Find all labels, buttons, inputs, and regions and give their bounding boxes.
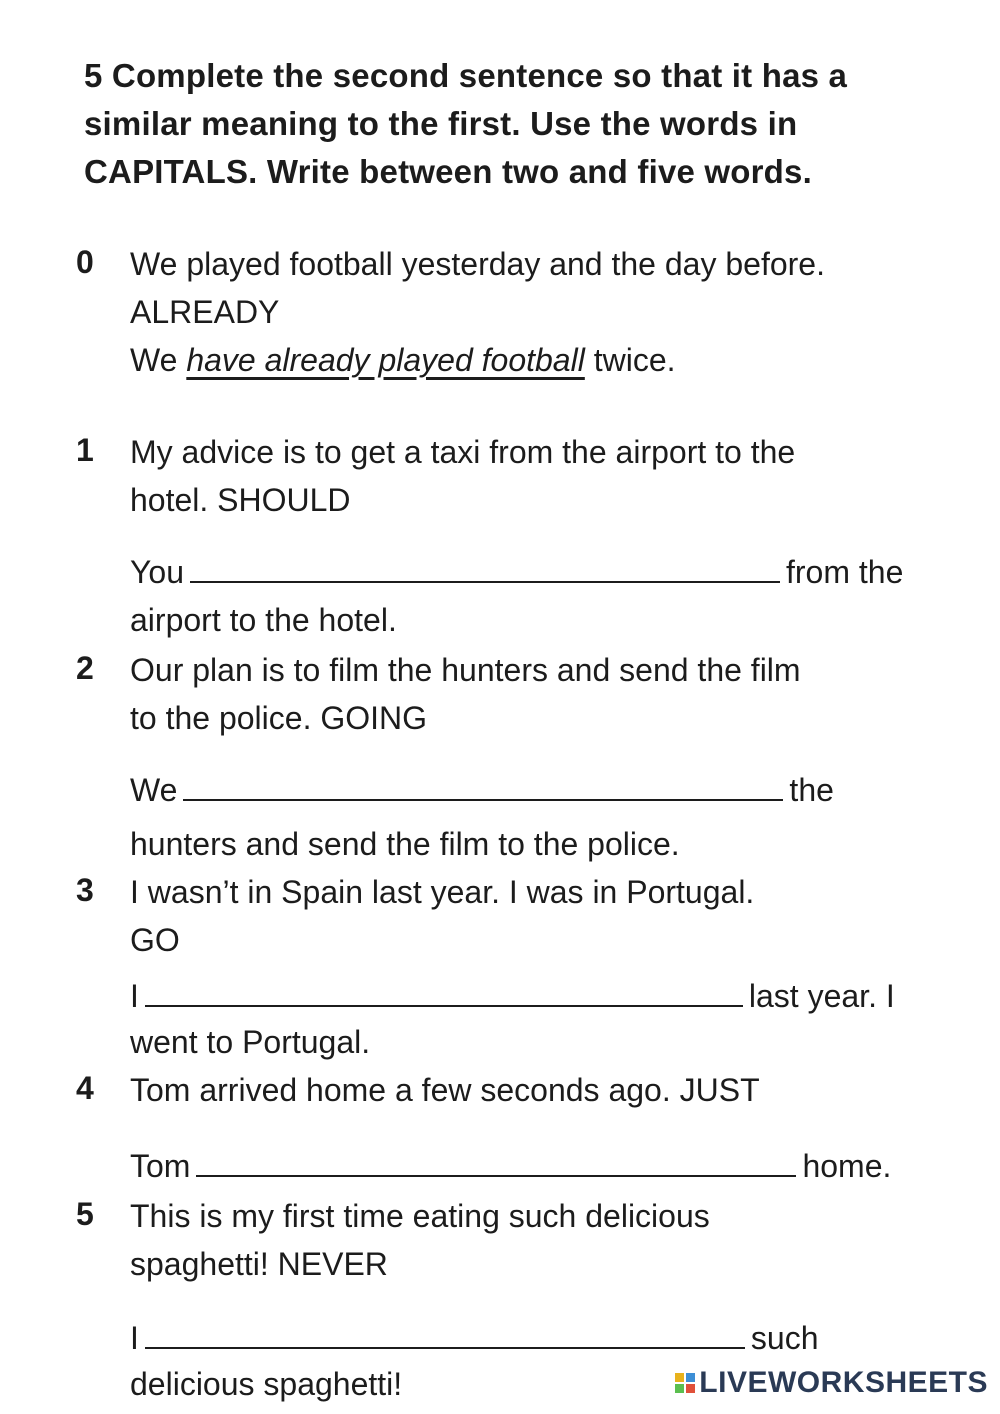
instructions-line-1: 5 Complete the second sentence so that it has a: [84, 57, 848, 94]
keyword: GO: [130, 922, 180, 958]
question-number: 3: [76, 872, 94, 908]
question-sentence: We played football yesterday and the day before.: [130, 246, 825, 282]
example-suffix: twice.: [584, 342, 676, 378]
answer-continuation: delicious spaghetti!: [130, 1366, 403, 1402]
question-sentence: Our plan is to film the hunters and send the film: [130, 652, 801, 688]
answer-prefix: I: [130, 1320, 139, 1356]
answer-suffix: from the: [786, 554, 904, 590]
answer-line: [130, 1318, 818, 1358]
answer-blank-4[interactable]: [196, 1147, 796, 1177]
answer-continuation: went to Portugal.: [130, 1024, 371, 1060]
answer-suffix: last year. I: [748, 978, 895, 1014]
question-sentence: Tom arrived home a few seconds ago. JUST: [130, 1072, 760, 1108]
answer-suffix: the: [789, 772, 834, 808]
answer-prefix: Tom: [130, 1148, 191, 1184]
answer-blank-3[interactable]: [145, 977, 743, 1007]
answer-blank-1[interactable]: [190, 553, 780, 583]
question-sentence-cont: hotel. SHOULD: [130, 482, 351, 518]
logo-grid-icon: [675, 1373, 695, 1393]
answer-blank-5[interactable]: [145, 1319, 745, 1349]
question-sentence: This is my first time eating such delicious: [130, 1198, 710, 1234]
liveworksheets-logo: [675, 1366, 988, 1400]
answer-line: [130, 976, 895, 1016]
keyword: spaghetti! NEVER: [130, 1246, 388, 1282]
question-number: 4: [76, 1070, 94, 1106]
answer-prefix: I: [130, 978, 139, 1014]
answer-suffix: such: [750, 1320, 819, 1356]
example-prefix: We: [130, 342, 187, 378]
answer-line: [130, 770, 834, 810]
answer-suffix: home.: [802, 1148, 892, 1184]
answer-continuation: hunters and send the film to the police.: [130, 826, 680, 862]
example-answer-line: [130, 340, 676, 380]
answer-prefix: We: [130, 772, 178, 808]
example-answer: have already played football: [186, 342, 585, 378]
question-number: 2: [76, 650, 94, 686]
question-sentence: My advice is to get a taxi from the airport to the: [130, 434, 796, 470]
question-number: 1: [76, 432, 94, 468]
answer-continuation: airport to the hotel.: [130, 602, 397, 638]
answer-blank-2[interactable]: [183, 771, 783, 801]
answer-line: [130, 552, 903, 592]
question-number: 0: [76, 244, 94, 280]
question-number: 5: [76, 1196, 94, 1232]
answer-prefix: You: [130, 554, 184, 590]
brand-name: LIVEWORKSHEETS: [699, 1366, 988, 1399]
instructions-line-2: similar meaning to the first. Use the words in: [84, 105, 798, 142]
answer-line: [130, 1146, 891, 1186]
keyword: ALREADY: [130, 294, 280, 330]
question-sentence: I wasn’t in Spain last year. I was in Portugal.: [130, 874, 755, 910]
instructions-line-3: CAPITALS. Write between two and five words.: [84, 153, 812, 190]
question-sentence-cont: to the police. GOING: [130, 700, 428, 736]
instructions: [84, 52, 944, 196]
